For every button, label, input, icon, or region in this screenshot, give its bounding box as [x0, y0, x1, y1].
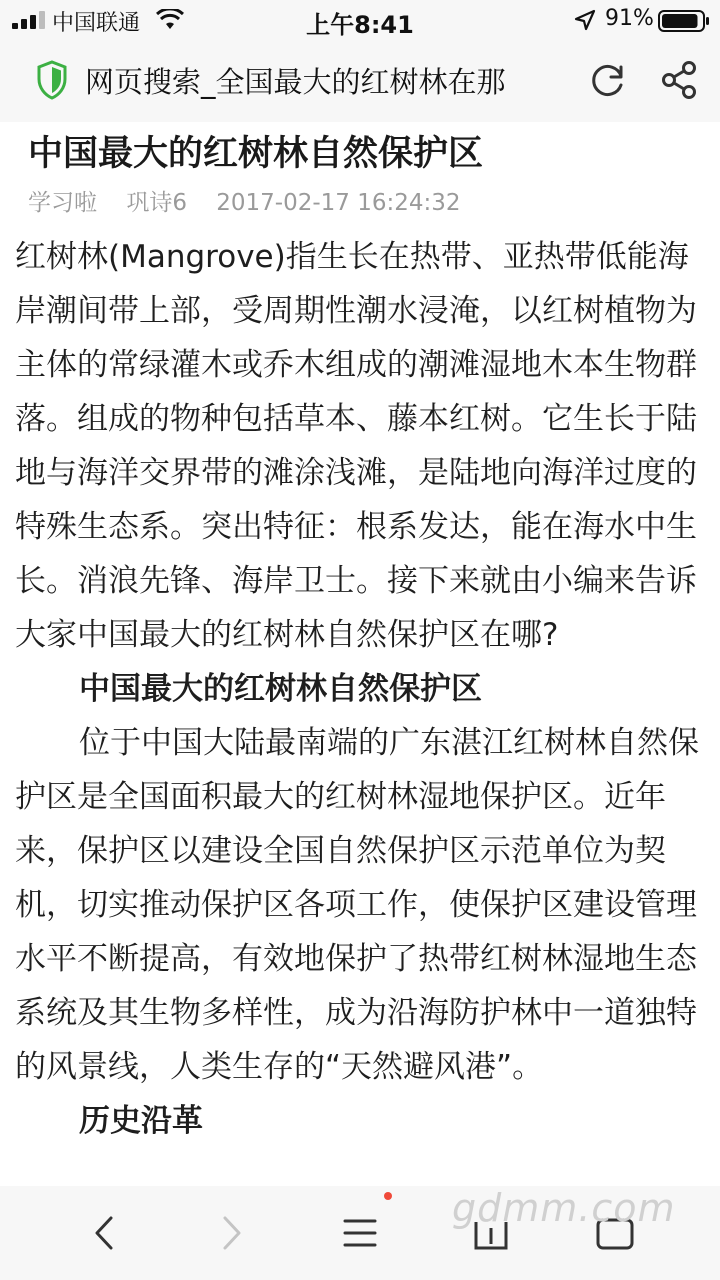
bottom-toolbar	[0, 1186, 720, 1280]
article-datetime: 2017-02-17 16:24:32	[216, 190, 461, 216]
browser-address-bar[interactable]	[0, 40, 720, 122]
article-author: 巩诗6	[126, 190, 187, 216]
forward-arrow-icon[interactable]	[208, 1210, 254, 1256]
status-bar	[0, 0, 720, 40]
location-arrow-icon	[574, 9, 596, 31]
reload-icon[interactable]	[588, 60, 628, 100]
battery-percent: 91%	[605, 6, 654, 31]
article-title: 中国最大的红树林自然保护区	[28, 134, 484, 174]
battery-icon	[658, 10, 710, 32]
intro-paragraph: 红树林(Mangrove)指生长在热带、亚热带低能海岸潮间带上部，受周期性潮水浸淹，以红树植物为主体的常绿灌木或乔木组成的潮滩湿地木本生物群落。组成的物种包括草本、藤本红树。它生长于陆地与海洋交界带的滩涂浅滩，是陆地向海洋过度的特殊生态系。突出特征：根系发达，能在海水中生长。消浪先锋、海岸卫士。接下来就由小编来告诉大家中国最大的红树林自然保护区在哪?	[15, 239, 697, 653]
back-arrow-icon[interactable]	[82, 1210, 128, 1256]
share-icon[interactable]	[660, 60, 698, 100]
page-title[interactable]: 网页搜索_全国最大的红树林在那	[85, 65, 506, 99]
status-time: 上午8:41	[306, 11, 414, 39]
section-heading: 中国最大的红树林自然保护区	[79, 671, 482, 707]
menu-icon[interactable]	[337, 1210, 383, 1256]
section-paragraph: 位于中国大陆最南端的广东湛江红树林自然保护区是全国面积最大的红树林湿地保护区。近年来，保护区以建设全国自然保护区示范单位为契机，切实推动保护区各项工作，使保护区建设管理水平不断提高，有效地保护了热带红树林湿地生态系统及其生物多样性，成为沿海防护林中一道独特的风景线，人类生存的“天然避风港”。	[15, 725, 699, 1085]
article-content[interactable]	[0, 122, 720, 1186]
secure-shield-icon	[36, 60, 68, 100]
article-body	[15, 230, 705, 1148]
notification-dot	[384, 1192, 392, 1200]
article-source: 学习啦	[28, 190, 97, 216]
article-meta	[28, 184, 483, 217]
section-heading: 历史沿革	[79, 1103, 203, 1139]
watermark-logo: gdmm.com	[452, 1186, 676, 1230]
carrier-name: 中国联通	[52, 11, 141, 36]
